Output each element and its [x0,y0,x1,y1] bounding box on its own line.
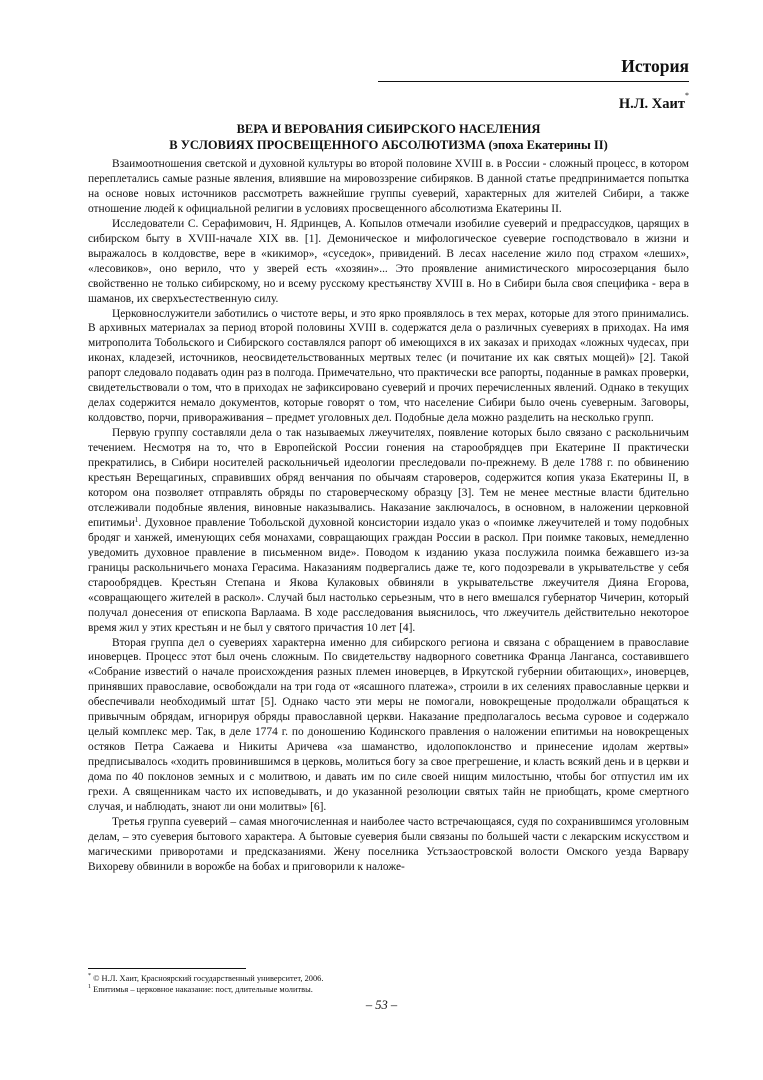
section-title: История [621,56,689,76]
paragraph-2: Исследователи С. Серафимович, Н. Ядринцев, А. Копылов отмечали изобилие суеверий и предрассудков, царящих в сибирском быту в XVIII-начале XIX вв. [1]. Демоническое и мифологическое суеверие господствовало в жизни и выражалось в колдовстве, вере в «кикимор», «суседок», привидений. В лесах население жило под страхом «леших», «лесовиков», оно верило, что у зверей есть «хозяин»... Это проявление анимистического миросозерцания было свойственно не только сибирскому, но и всему русскому крестьянству XVIII в. Но в Сибири была своя специфика - вера в шаманов, их сверхъестественную силу. [88,217,689,305]
footnote-rule [88,968,246,969]
footnotes [88,973,689,995]
author-footnote-mark: * [685,91,689,100]
paragraph-3: Церковнослужители заботились о чистоте веры, и это ярко проявлялось в тех мерах, которые для этого принимались. В архивных материалах за период второй половины XVIII в. содержатся дела о различных суевериях в приходах. На имя митрополита Тобольского и Сибирского составлялся рапорт об имеющихся в их заказах и приходах «ложных чудесах, при иконах, кладезей, источников, неосвидетельствованных мертвых телес (и почитание их как святых мощей)» [2]. Такой рапорт следовало подавать один раз в полгода. Примечательно, что практически все рапорты, поданные в рамках проверки, свидетельствовали о том, что в приходах не зафиксировано суеверий и прочих перечисленных явлений. Однако в текущих делах содержится немало документов, которые говорят о том, что население Сибири было очень суеверным. Заговоры, колдовство, порчи, привораживания – предмет уголовных дел. Подобные дела можно разделить на несколько групп. [88,307,689,425]
header-rule [378,81,689,82]
paragraph-5: Вторая группа дел о суевериях характерна именно для сибирского региона и связана с обращением в православие иноверцев. Процесс этот был очень сложным. По свидетельству надворного советника Франца Ланганса, составившего «Собрание известий о начале происхождения разных племен иноверцев, в Иркутской губернии обитающих», иноверцев, принявших православие, освобождали на три года от «ясашного платежа», строили в их селениях православные церкви и обеспечивали необходимый штат [5]. Однако часто эти меры не помогали, новокрещеные продолжали обращаться к привычным обрядам, игнорируя обряды православной церкви. Наказание предполагалось весьма суровое и содержало целый комплекс мер. Так, в деле 1774 г. по доношению Кодинского правления о наложении епитимьи на новокрещеных остяков Петра Сажаева и Никиты Аричева «за шаманство, идолопоклонство и принесение идолам жертвы» предписывалось «ходить провинившимся в церковь, молиться богу за свое прегрешение, и класть всякий день и в церкви и дома по 40 поклонов земных и с молитвою, и давать им по силе своей нищим милостыню, чтобы бог отпустил им их грехи. А священникам часто их исповедывать, и до указанной резолюции святых тайн не приобщать, кроме смертного случая, и наблюдать, знают ли они молитвы» [6]. [88,636,689,813]
article-title-line-2: В УСЛОВИЯХ ПРОСВЕЩЕННОГО АБСОЛЮТИЗМА (эпоха Екатерины II) [169,138,608,152]
paragraph-4-part-1: Первую группу составляли дела о так называемых лжеучителях, появление которых было связано с раскольничьим течением. Несмотря на то, что в Европейской России гонения на старообрядцев при Екатерине II практически прекратились, в Сибири носителей раскольничьей идеологии преследовали по-прежнему. В деле 1788 г. по обвинению крестьян Верещагиных, справивших обряд венчания по обычаям староверов, содержится копия указа Екатерины II, в котором она позволяет отправлять обряды по староверческому образцу [3]. Тем не менее местные власти бдительно отслеживали подобные явления, виновные наказывались. Наказание заключалось, в основном, в наложении церковной епитимьи [88,427,689,529]
footnote-mark-star: * [88,973,91,979]
author-text: Н.Л. Хаит [618,96,685,112]
paragraph-4-part-2: . Духовное правление Тобольской духовной консистории издало указ о «поимке лжеучителей и тому подобных бродяг и ханжей, именующих себя монахами, совращающих граждан России в раскол. При поимке таковых, немедленно уведомить духовное правление в письменном виде». Поводом к изданию указа послужила поимка бежавшего из-за границы раскольничьего монаха Герасима. Наказаниям подвергались даже те, кого подозревали в укрывательстве у себя старообрядцев. Крестьян Степана и Якова Кулаковых обвиняли в укрывательстве лжеучителя Дияна Егорова, «совращающего жителей в раскол». Случай был настолько серьезным, что в него вмешался губернатор Чичерин, который получал донесения от епископа Варлаама. В ходе расследования выяснилось, что лжеучитель действительно некоторое время жил у этих крестьян и не был у святого причастия 10 лет [4]. [88,516,689,634]
footnote-1 [88,984,689,995]
footnote-copyright-text: © Н.Л. Хаит, Красноярский государственный университет, 2006. [93,974,324,983]
paragraph-4 [88,426,689,635]
footnote-copyright [88,973,689,984]
page-number: – 53 – [365,998,398,1012]
paragraph-1: Взаимоотношения светской и духовной культуры во второй половине XVIII в. в России - сложный процесс, в котором переплетались самые разные явления, влиявшие на мировоззрение сибиряков. В данной статье предпринимается попытка на основе новых источников рассмотреть важнейшие группы суеверий, характерных для жителей Сибири, а также отношение людей к официальной религии в условиях просвещенного абсолютизма Екатерины II. [88,158,689,215]
footnote-mark-1: 1 [88,984,91,990]
article-title-line-1: ВЕРА И ВЕРОВАНИЯ СИБИРСКОГО НАСЕЛЕНИЯ [236,122,541,136]
article-body [88,157,689,875]
footnote-1-text: Епитимья – церковное наказание: пост, длительные молитвы. [93,985,313,994]
footnote-ref-1: 1 [134,515,139,524]
author-name [618,91,689,113]
paragraph-6: Третья группа суеверий – самая многочисленная и наиболее часто встречающаяся, судя по сохранившимся уголовным делам, – это суеверия бытового характера. А бытовые суеверия были связаны по большей части с лекарским искусством и магическими приворотами и предсказаниями. Жену поселника Устьзаостровской волости Омского уезда Варвару Вихореву обвинили в ворожбе на бобах и приговорили к наложе- [88,815,689,873]
article-title [88,121,689,153]
